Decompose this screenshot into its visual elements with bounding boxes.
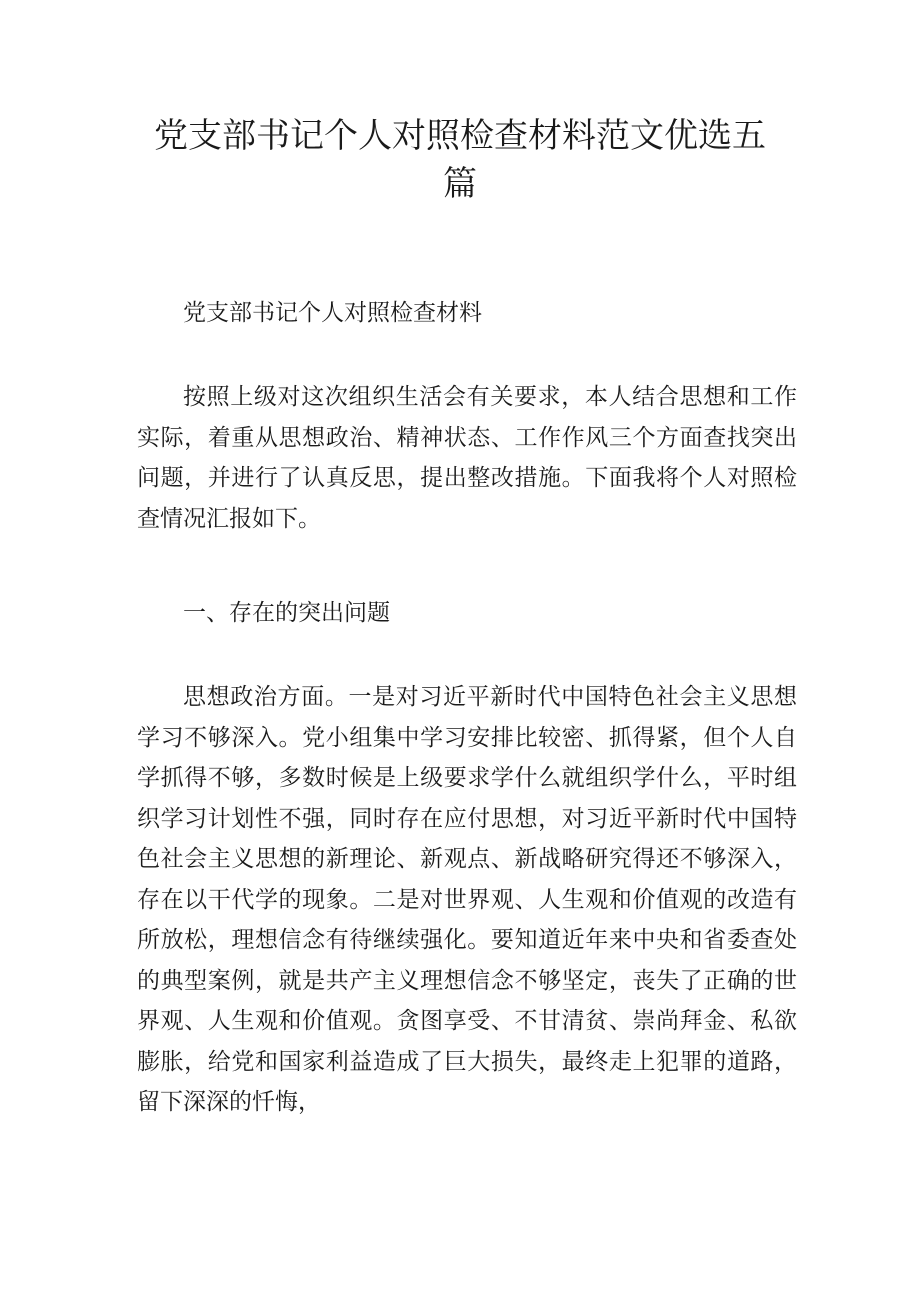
section-heading-1: 一、存在的突出问题	[183, 600, 390, 626]
intro-paragraph: 按照上级对这次组织生活会有关要求，本人结合思想和工作实际，着重从思想政治、精神状态、工作作风三个方面查找突出问题，并进行了认真反思，提出整改措施。下面我将个人对照检查情况汇报如下。	[137, 384, 797, 532]
document-subtitle: 党支部书记个人对照检查材料	[183, 300, 482, 326]
document-title-line-2: 篇	[443, 164, 477, 204]
document-title-line-1: 党支部书记个人对照检查材料范文优选五	[154, 116, 766, 156]
body-paragraph-1: 思想政治方面。一是对习近平新时代中国特色社会主义思想学习不够深入。党小组集中学习安排比较密、抓得紧，但个人自学抓得不够，多数时候是上级要求学什么就组织学什么，平时组织学习计划性不强，同时存在应付思想，对习近平新时代中国特色社会主义思想的新理论、新观点、新战略研究得还不够深入，存在以干代学的现象。二是对世界观、人生观和价值观的改造有所放松，理想信念有待继续强化。要知道近年来中央和省委查处的典型案例，就是共产主义理想信念不够坚定，丧失了正确的世界观、人生观和价值观。贪图享受、不甘清贫、崇尚拜金、私欲膨胀，给党和国家利益造成了巨大损失，最终走上犯罪的道路，留下深深的忏悔，	[137, 684, 797, 1115]
document-title	[150, 112, 770, 208]
